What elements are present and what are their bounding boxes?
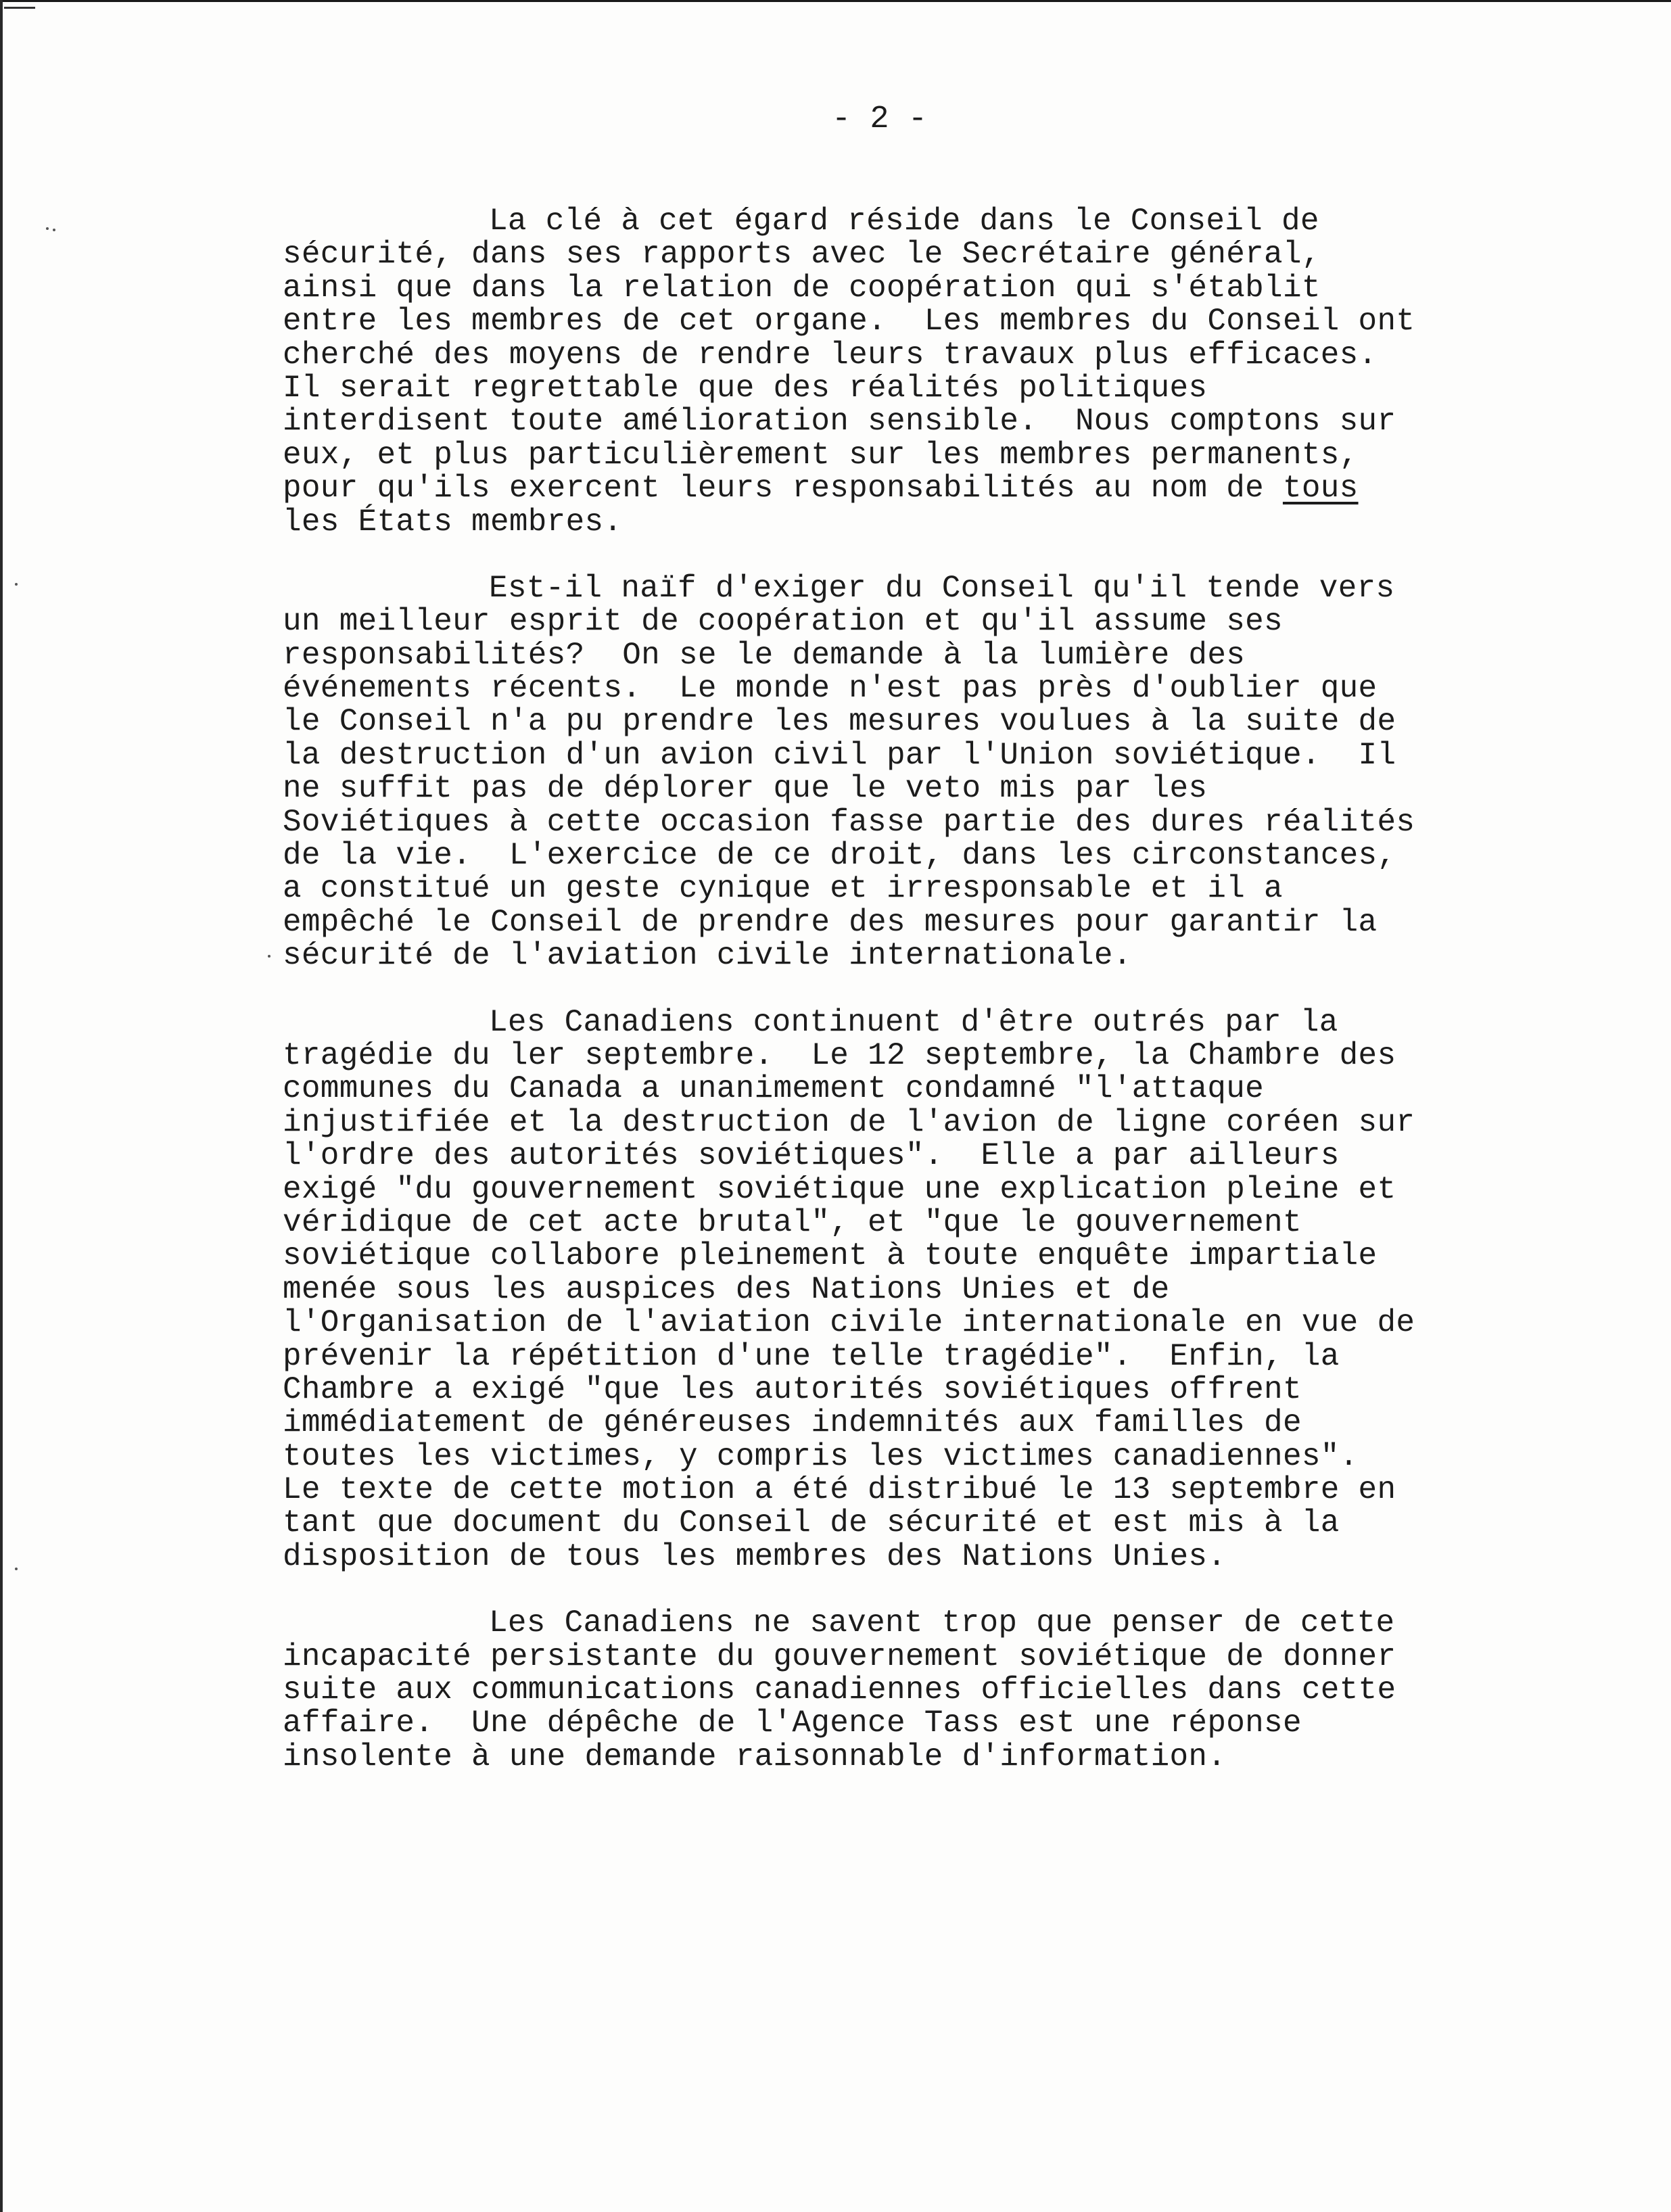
paragraph-2 (283, 572, 1520, 973)
text-line: suite aux communications canadiennes officielles dans cette (283, 1672, 1396, 1708)
text-line: a constitué un geste cynique et irresponsable et il a (283, 871, 1283, 907)
scan-speck (15, 1568, 18, 1570)
text-line: Les Canadiens ne savent trop que penser de cette (489, 1605, 1395, 1641)
text-line: de la vie. L'exercice de ce droit, dans les circonstances, (283, 838, 1396, 874)
text-line: Chambre a exigé "que les autorités soviétiques offrent (283, 1371, 1302, 1407)
scan-speck (46, 227, 49, 230)
scan-corner-mark (4, 7, 35, 9)
text-line: Soviétiques à cette occasion fasse partie des dures réalités (283, 804, 1415, 840)
text-line: le Conseil n'a pu prendre les mesures voulues à la suite de (283, 704, 1396, 740)
text-line: Le texte de cette motion a été distribué le 13 septembre en (283, 1472, 1396, 1508)
text-line: l'ordre des autorités soviétiques". Elle a par ailleurs (283, 1138, 1340, 1174)
scan-speck (268, 955, 270, 958)
scan-speck (15, 583, 18, 586)
text-line-with-emphasis (283, 472, 1520, 505)
text-line: eux, et plus particulièrement sur les membres permanents, (283, 437, 1359, 473)
text-line: entre les membres de cet organe. Les membres du Conseil ont (283, 304, 1415, 339)
paragraph-4 (283, 1607, 1520, 1774)
text-line: interdisent toute amélioration sensible. Nous comptons sur (283, 404, 1396, 440)
text-line: responsabilités? On se le demande à la lumière des (283, 637, 1246, 673)
scan-top-edge (0, 0, 1671, 2)
underlined-word: tous (1282, 471, 1359, 507)
text-line: véridique de cet acte brutal", et "que le gouvernement (283, 1204, 1302, 1240)
text-line: ne suffit pas de déplorer que le veto mis par les (283, 771, 1208, 807)
text-line: tragédie du ler septembre. Le 12 septembre, la Chambre des (283, 1037, 1396, 1073)
paragraph-1 (283, 205, 1520, 539)
text-line: Est-il naïf d'exiger du Conseil qu'il tende vers (489, 570, 1395, 606)
text-line: les États membres. (283, 504, 623, 540)
text-line: menée sous les auspices des Nations Unies et de (283, 1271, 1170, 1307)
text-line: communes du Canada a unanimement condamné "l'attaque (283, 1071, 1265, 1107)
text-line: disposition de tous les membres des Nations Unies. (283, 1538, 1227, 1574)
text-line: sécurité, dans ses rapports avec le Secrétaire général, (283, 237, 1321, 273)
text-line: Les Canadiens continuent d'être outrés par la (489, 1004, 1338, 1040)
body-text (283, 205, 1520, 1807)
text-line: ainsi que dans la relation de coopération qui s'établit (283, 270, 1321, 306)
text-line: tant que document du Conseil de sécurité et est mis à la (283, 1505, 1340, 1541)
text-line: immédiatement de généreuses indemnités aux familles de (283, 1405, 1302, 1441)
text-line: injustifiée et la destruction de l'avion de ligne coréen sur (283, 1104, 1415, 1140)
text-line: un meilleur esprit de coopération et qu'il assume ses (283, 604, 1283, 640)
page-number: - 2 - (832, 101, 928, 137)
text-line: événements récents. Le monde n'est pas près d'oublier que (283, 671, 1378, 707)
text-line: toutes les victimes, y compris les victimes canadiennes". (283, 1438, 1359, 1474)
text-line: sécurité de l'aviation civile internationale. (283, 938, 1132, 974)
scan-left-edge (0, 0, 3, 2212)
text-line: soviétique collabore pleinement à toute enquête impartiale (283, 1238, 1378, 1274)
text-line: exigé "du gouvernement soviétique une explication pleine et (283, 1171, 1396, 1207)
paragraph-3 (283, 1006, 1520, 1574)
text-line: cherché des moyens de rendre leurs travaux plus efficaces. (283, 337, 1378, 373)
text-fragment: pour qu'ils exercent leurs responsabilités au nom de (283, 471, 1283, 507)
text-line: Il serait regrettable que des réalités politiques (283, 370, 1208, 406)
text-line: prévenir la répétition d'une telle tragédie". Enfin, la (283, 1338, 1340, 1374)
text-line: affaire. Une dépêche de l'Agence Tass est une réponse (283, 1705, 1302, 1741)
scan-speck (53, 229, 55, 231)
text-line: insolente à une demande raisonnable d'information. (283, 1739, 1227, 1774)
text-line: empêché le Conseil de prendre des mesures pour garantir la (283, 904, 1378, 940)
text-line: La clé à cet égard réside dans le Conseil de (489, 204, 1319, 239)
text-line: incapacité persistante du gouvernement soviétique de donner (283, 1639, 1396, 1674)
text-line: la destruction d'un avion civil par l'Union soviétique. Il (283, 737, 1396, 773)
text-line: l'Organisation de l'aviation civile internationale en vue de (283, 1305, 1415, 1341)
